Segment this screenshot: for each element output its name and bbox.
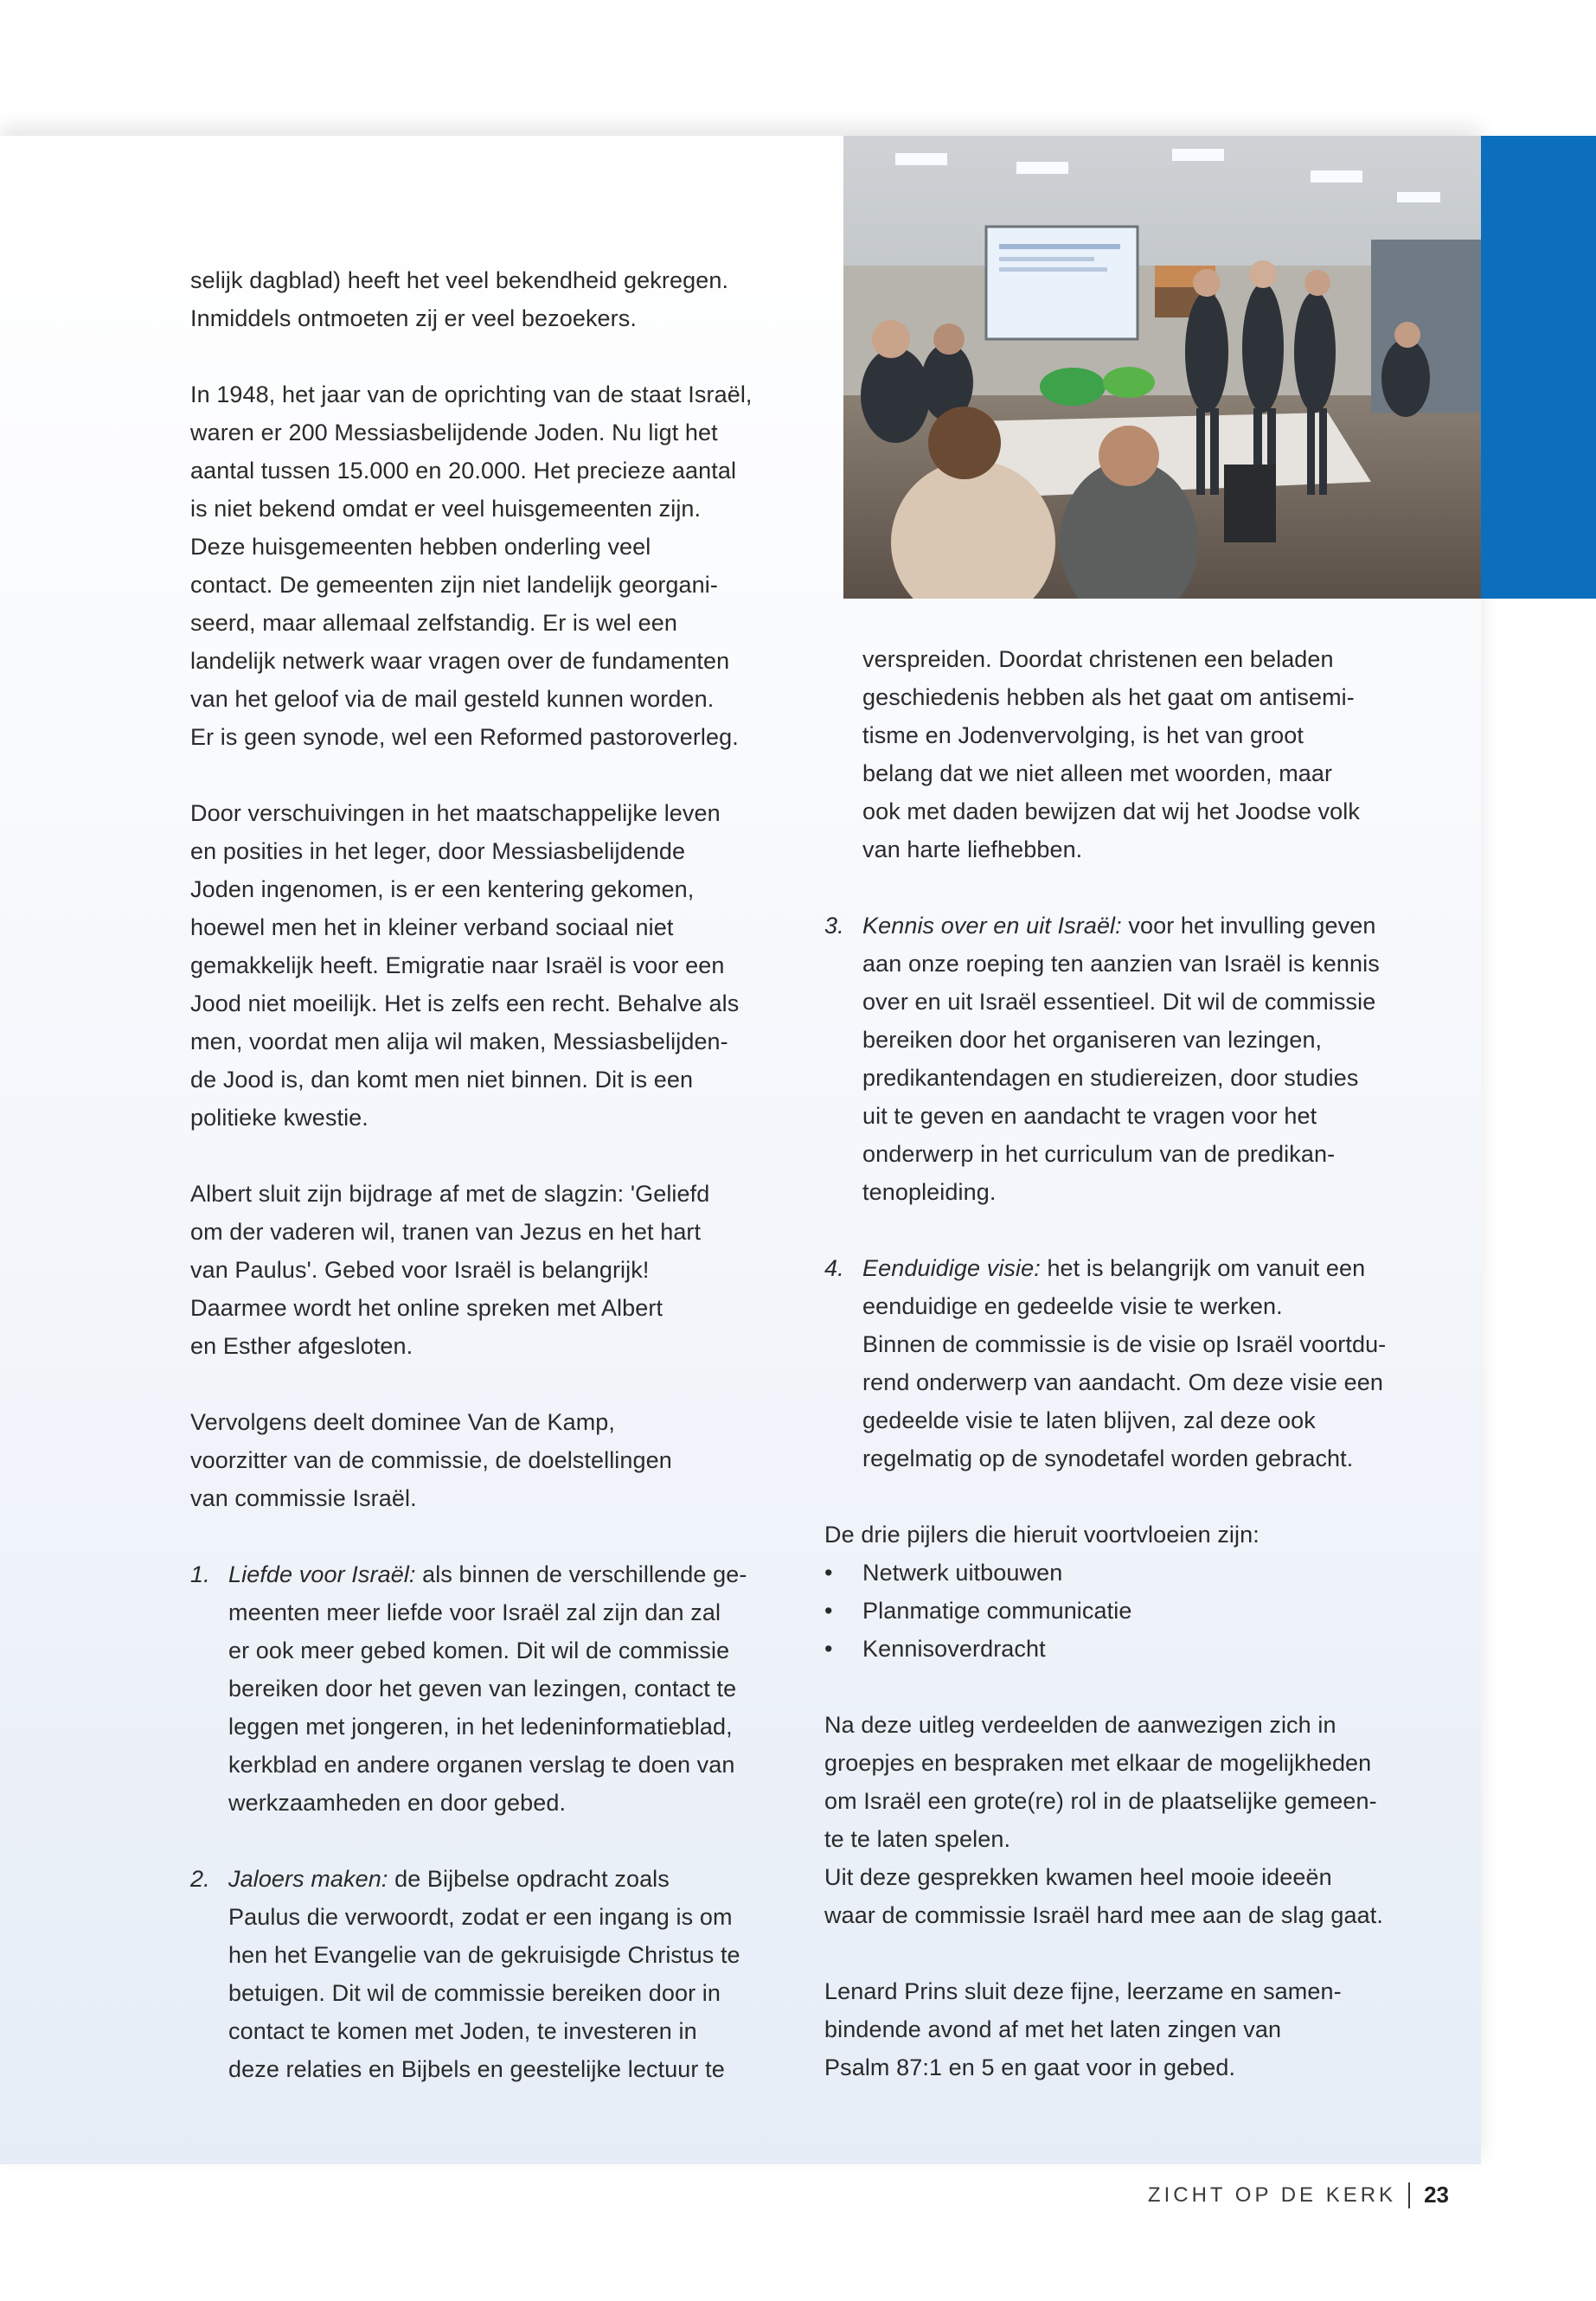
- meeting-photo: [843, 136, 1481, 599]
- list-item: 3. Kennis over en uit Israël: voor het invulling geven aan onze roeping ten aanzien van Israël is kennis over en uit Israël essentieel. Dit wil de commissie bereiken door het organiseren van lezingen, predikantendagen en studiereizen, door studies uit te geven en aandacht te vragen voor het onderwerp in het curriculum van de predikan- tenopleiding.: [824, 913, 1380, 1205]
- right-column: [824, 640, 1430, 2086]
- accent-tab: [1481, 136, 1596, 599]
- paragraph: De drie pijlers die hieruit voortvloeien zijn:: [824, 1522, 1259, 1548]
- footer-divider: [1408, 2182, 1410, 2208]
- paragraph: selijk dagblad) heeft het veel bekendheid gekregen. Inmiddels ontmoeten zij er veel bezoekers.: [190, 267, 729, 331]
- page-footer: [1148, 2182, 1449, 2208]
- paragraph: Na deze uitleg verdeelden de aanwezigen zich in groepjes en bespraken met elkaar de mogelijkheden om Israël een grote(re) rol in de plaatselijke gemeen- te te laten spelen. Uit deze gesprekken kwamen heel mooie ideeën waar de commissie Israël hard mee aan de slag gaat.: [824, 1712, 1383, 1928]
- paragraph: Vervolgens deelt dominee Van de Kamp, voorzitter van de commissie, de doelstellingen van commissie Israël.: [190, 1409, 672, 1511]
- bullet-item: • Kennisoverdracht: [824, 1636, 1046, 1662]
- paragraph: Door verschuivingen in het maatschappelijke leven en posities in het leger, door Messiasbelijdende Joden ingenomen, is er een kentering gekomen, hoewel men het in kleiner verband sociaal niet gemakkelijk heeft. Emigratie naar Israël is voor een Jood niet moeilijk. Het is zelfs een recht. Behalve als men, voordat men alija wil maken, Messiasbelijden- de Jood is, dan komt men niet binnen. Dit is een politieke kwestie.: [190, 800, 740, 1131]
- left-column: [190, 261, 796, 2088]
- magazine-title: ZICHT OP DE KERK: [1147, 2182, 1397, 2207]
- bullet-item: • Netwerk uitbouwen: [824, 1560, 1063, 1586]
- list-item: 4. Eenduidige visie: het is belangrijk om vanuit een eenduidige en gedeelde visie te werken. Binnen de commissie is de visie op Israël voortdu- rend onderwerp van aandacht. Om deze visie een gedeelde visie te laten blijven, zal deze ook regelmatig op de synodetafel worden gebracht.: [824, 1255, 1387, 1471]
- paragraph: Albert sluit zijn bijdrage af met de slagzin: 'Geliefd om der vaderen wil, tranen van Jezus en het hart van Paulus'. Gebed voor Israël is belangrijk! Daarmee wordt het online spreken met Albert en Esther afgesloten.: [190, 1181, 710, 1359]
- paragraph: Lenard Prins sluit deze fijne, leerzame en samen- bindende avond af met het laten zingen van Psalm 87:1 en 5 en gaat voor in gebed.: [824, 1978, 1342, 2080]
- list-item-continuation: verspreiden. Doordat christenen een beladen geschiedenis hebben als het gaat om antisemi- tisme en Jodenvervolging, is het van groot belang dat we niet alleen met woorden, maar ook met daden bewijzen dat wij het Joodse volk van harte liefhebben.: [862, 646, 1360, 862]
- list-item: 1. Liefde voor Israël: als binnen de verschillende ge- meenten meer liefde voor Israël zal zijn dan zal er ook meer gebed komen. Dit wil de commissie bereiken door het geven van lezingen, contact te leggen met jongeren, in het ledeninformatieblad, kerkblad en andere organen verslag te doen van werkzaamheden en door gebed.: [190, 1561, 747, 1816]
- page-number: 23: [1424, 2182, 1449, 2208]
- paragraph: In 1948, het jaar van de oprichting van de staat Israël, waren er 200 Messiasbelijdende Joden. Nu ligt het aantal tussen 15.000 en 20.000. Het precieze aantal is niet bekend omdat er veel huisgemeenten zijn. Deze huisgemeenten hebben onderling veel contact. De gemeenten zijn niet landelijk georgani- seerd, maar allemaal zelfstandig. Er is wel een landelijk netwerk waar vragen over de fundamenten van het geloof via de mail gesteld kunnen worden. Er is geen synode, wel een Reformed pastoroverleg.: [190, 381, 753, 750]
- list-item: 2. Jaloers maken: de Bijbelse opdracht zoals Paulus die verwoordt, zodat er een ingang is om hen het Evangelie van de gekruisigde Christus te betuigen. Dit wil de commissie bereiken door in contact te komen met Joden, te investeren in deze relaties en Bijbels en geestelijke lectuur te: [190, 1866, 740, 2082]
- bullet-item: • Planmatige communicatie: [824, 1598, 1132, 1624]
